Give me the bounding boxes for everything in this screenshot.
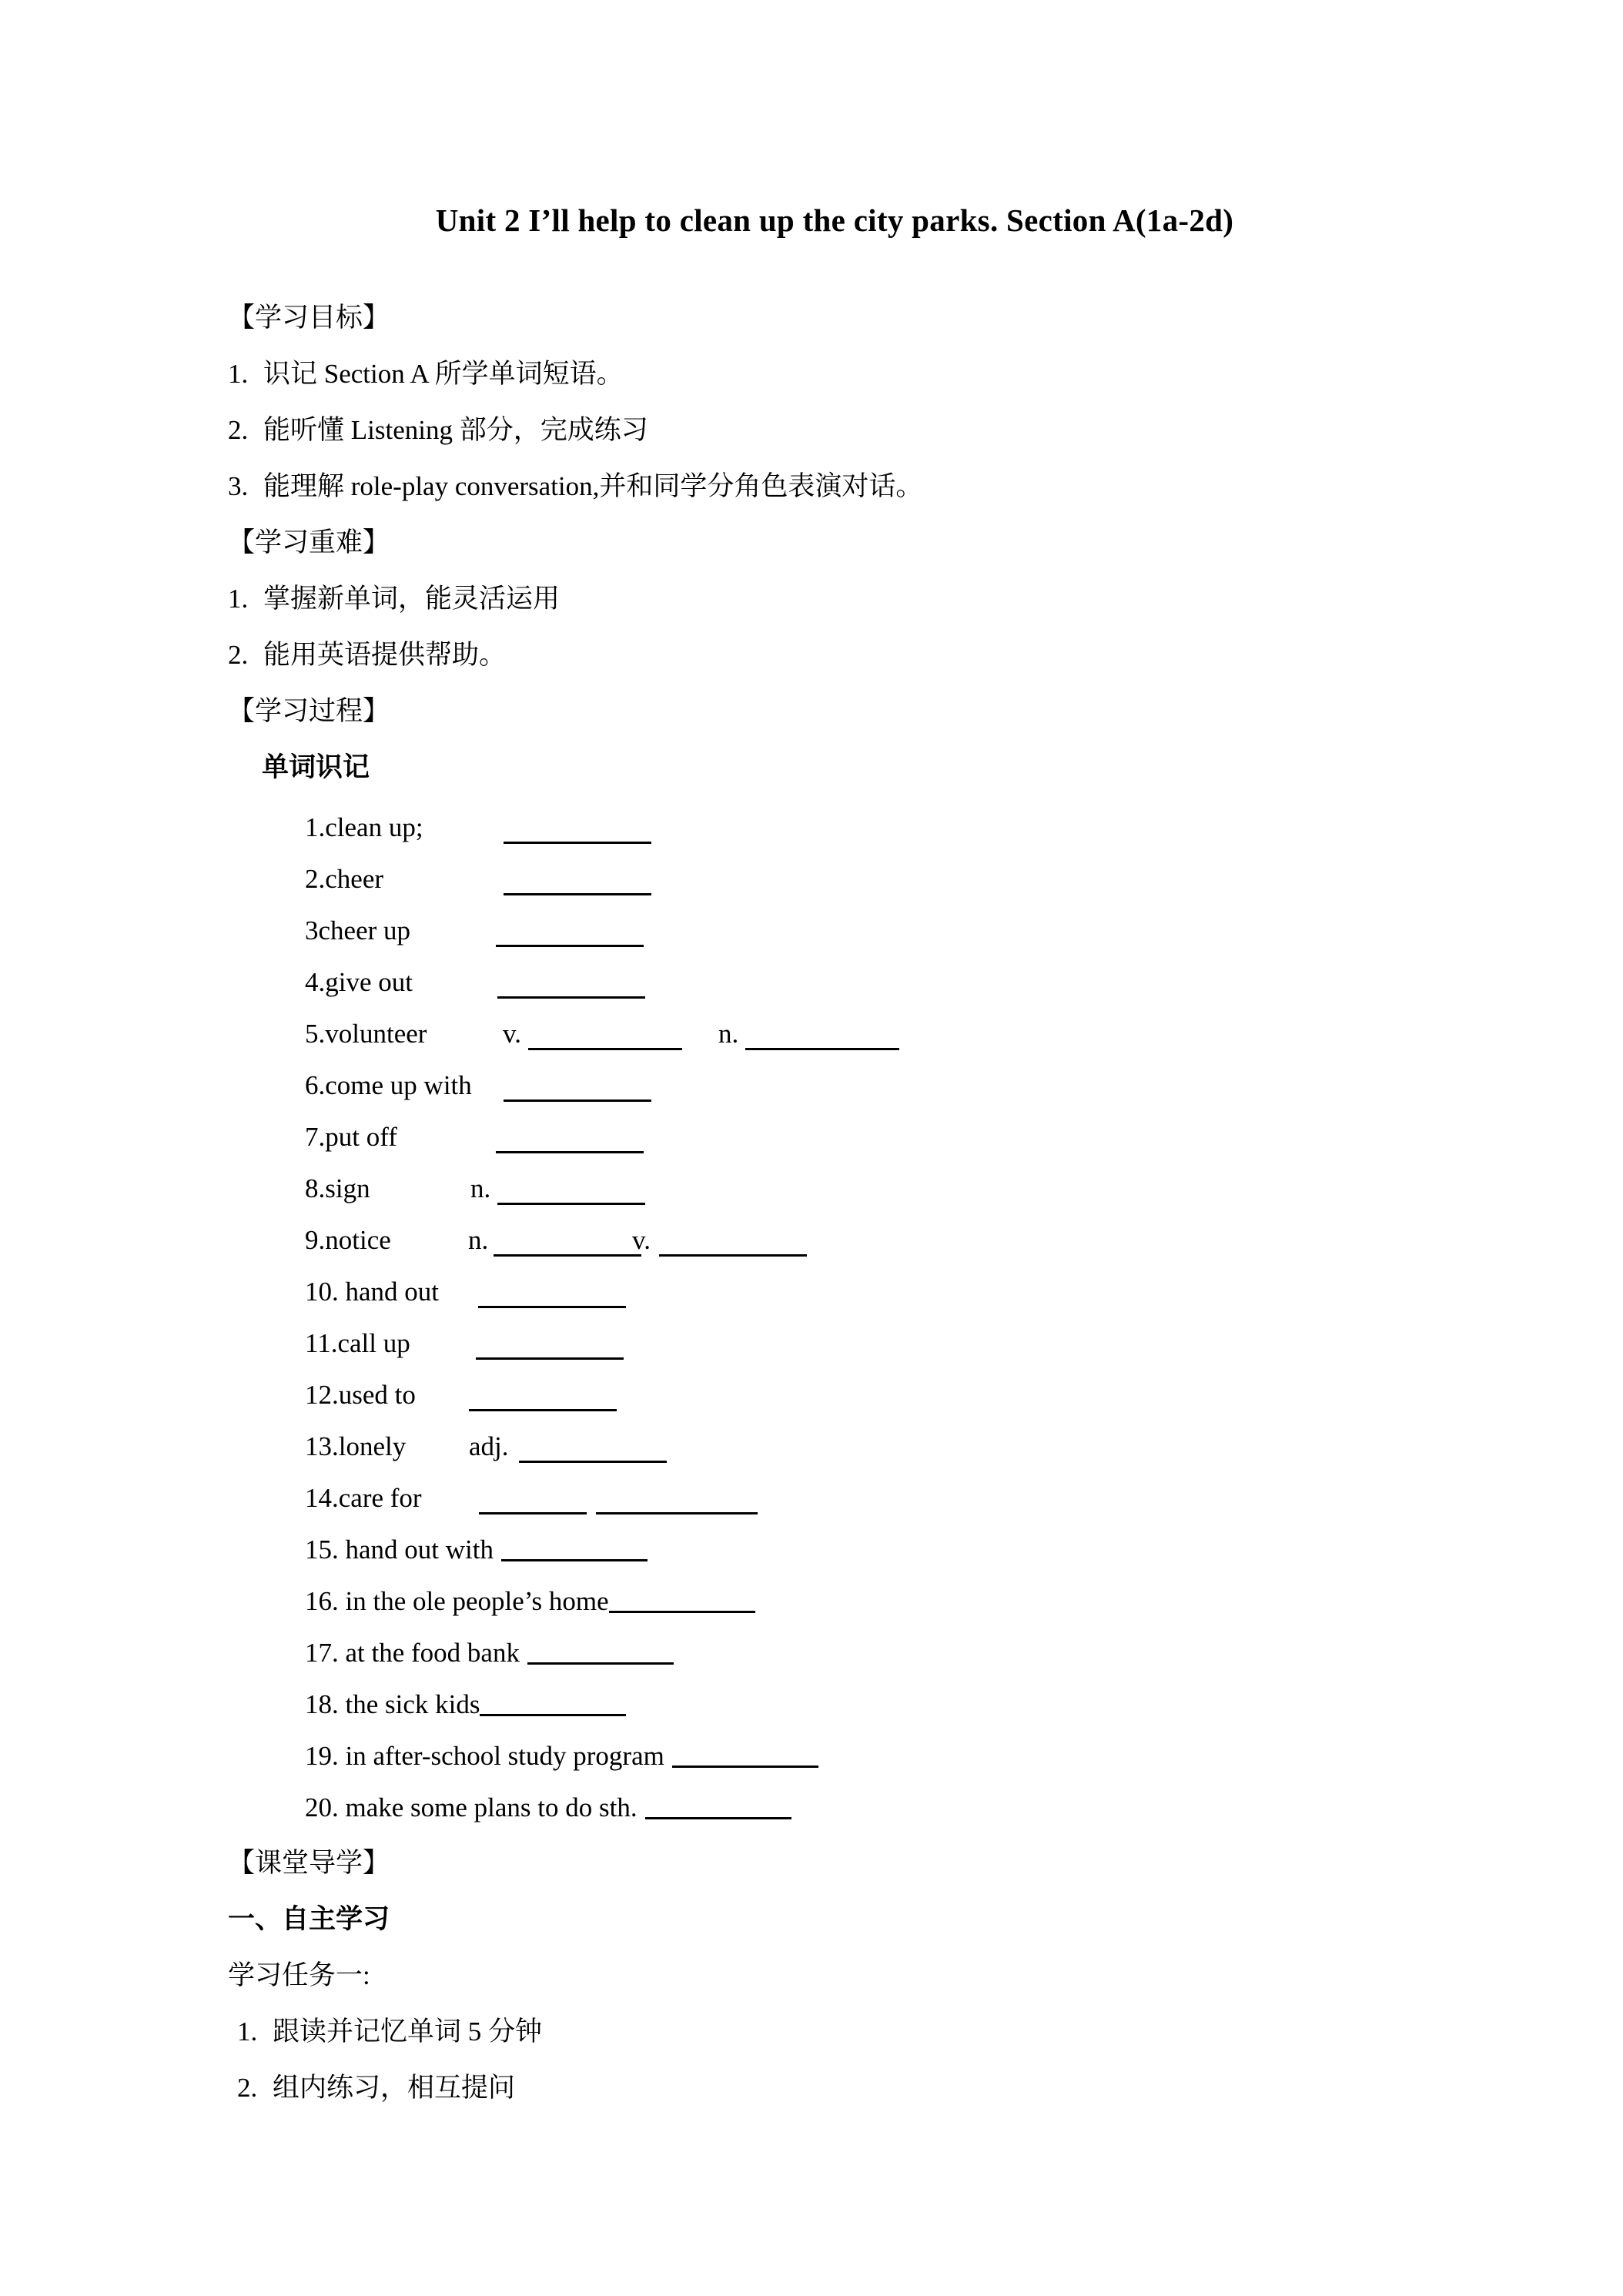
- task-item: [228, 2060, 1623, 2116]
- part-of-speech-label: n.: [718, 1019, 739, 1049]
- task-text: 组内练习，相互提问: [273, 2073, 516, 2103]
- vocab-term: 16. in the ole people’s home: [305, 1586, 609, 1616]
- vocab-term: 18. the sick kids: [305, 1689, 480, 1719]
- learning-process-section: [0, 683, 1623, 1833]
- vocab-term: 10. hand out: [305, 1277, 440, 1307]
- answer-blank[interactable]: [504, 1099, 651, 1102]
- key-points-section: [0, 514, 1623, 683]
- vocab-term: 20. make some plans to do sth.: [305, 1792, 637, 1822]
- vocab-row: [305, 1678, 1531, 1730]
- guided-study-heading: 【课堂导学】: [228, 1848, 390, 1878]
- vocab-row: [305, 905, 1531, 956]
- vocab-term: 13.lonely: [305, 1431, 407, 1461]
- answer-blank[interactable]: [527, 1642, 674, 1665]
- vocab-term: 2.cheer: [305, 864, 384, 894]
- key-point-item: [228, 627, 1531, 683]
- key-point-text: 掌握新单词，能灵活运用: [263, 584, 561, 614]
- vocab-row: [305, 1524, 1531, 1575]
- vocab-row: [305, 1782, 1531, 1833]
- vocab-row: [305, 1266, 1531, 1317]
- answer-blank[interactable]: [497, 996, 645, 999]
- vocab-row: [305, 956, 1531, 1008]
- vocab-term: 7.put off: [305, 1122, 397, 1152]
- vocab-term: 4.give out: [305, 967, 413, 997]
- vocab-term: 8.sign: [305, 1173, 370, 1203]
- objective-item: [228, 402, 1531, 458]
- part-of-speech-label: adj.: [469, 1431, 509, 1461]
- vocab-term: 17. at the food bank: [305, 1638, 520, 1668]
- answer-blank[interactable]: [478, 1306, 626, 1308]
- part-of-speech-label: v.: [503, 1019, 521, 1049]
- objective-item: [228, 458, 1531, 514]
- answer-blank[interactable]: [480, 1694, 626, 1716]
- task-text: 跟读并记忆单词 5 分钟: [273, 2017, 543, 2047]
- answer-blank[interactable]: [497, 1203, 645, 1205]
- answer-blank[interactable]: [672, 1745, 818, 1768]
- vocab-row: [305, 1472, 1531, 1524]
- task-index: 2.: [237, 2073, 258, 2103]
- learning-objectives-section: [0, 290, 1623, 514]
- section-one-heading: 一、自主学习: [228, 1904, 390, 1934]
- vocab-row: [305, 1059, 1531, 1111]
- task-label: 学习任务一:: [228, 1960, 370, 1990]
- key-point-index: 1.: [228, 584, 249, 614]
- vocab-row: [305, 1369, 1531, 1421]
- answer-blank[interactable]: [504, 893, 651, 895]
- task-item: [228, 2003, 1623, 2060]
- objective-item: [228, 346, 1531, 402]
- vocab-term: 6.come up with: [305, 1070, 472, 1100]
- vocab-row: [305, 802, 1531, 853]
- part-of-speech-label: v.: [632, 1225, 651, 1255]
- objective-text: 能理解 role-play conversation,并和同学分角色表演对话。: [263, 471, 923, 501]
- answer-blank[interactable]: [496, 1151, 644, 1153]
- objectives-heading: 【学习目标】: [228, 303, 390, 333]
- vocab-row: [305, 1317, 1531, 1369]
- vocab-row: [305, 1627, 1531, 1678]
- vocab-term: 14.care for: [305, 1483, 422, 1513]
- task-index: 1.: [237, 2017, 258, 2047]
- vocab-term: 19. in after-school study program: [305, 1741, 664, 1771]
- objective-index: 3.: [228, 471, 249, 501]
- process-heading: 【学习过程】: [228, 696, 390, 726]
- vocabulary-heading: 单词识记: [262, 752, 370, 782]
- objective-text: 识记 Section A 所学单词短语。: [263, 359, 624, 389]
- answer-blank[interactable]: [476, 1357, 624, 1360]
- vocab-term: 15. hand out with: [305, 1535, 494, 1565]
- answer-blank[interactable]: [659, 1254, 807, 1257]
- key-point-text: 能用英语提供帮助。: [263, 640, 507, 670]
- vocab-term: 9.notice: [305, 1225, 391, 1255]
- guided-study-section: [0, 1835, 1623, 2116]
- key-point-index: 2.: [228, 640, 249, 670]
- objective-index: 2.: [228, 415, 249, 445]
- answer-blank[interactable]: [645, 1797, 791, 1819]
- vocab-row: [305, 1008, 1531, 1059]
- vocab-row: [305, 1730, 1531, 1782]
- page-title: Unit 2 I’ll help to clean up the city parks. Section A(1a-2d): [435, 202, 1234, 238]
- vocab-row: [305, 1214, 1531, 1266]
- objective-index: 1.: [228, 359, 249, 389]
- vocab-row: [305, 1163, 1531, 1214]
- answer-blank[interactable]: [504, 842, 651, 844]
- vocab-term: 5.volunteer: [305, 1019, 427, 1049]
- answer-blank[interactable]: [596, 1512, 758, 1514]
- answer-blank[interactable]: [745, 1048, 899, 1050]
- answer-blank[interactable]: [479, 1512, 587, 1514]
- answer-blank[interactable]: [501, 1539, 648, 1561]
- objective-text: 能听懂 Listening 部分，完成练习: [263, 415, 648, 445]
- key-points-heading: 【学习重难】: [228, 527, 390, 557]
- answer-blank[interactable]: [494, 1254, 641, 1257]
- vocab-term: 11.call up: [305, 1328, 410, 1358]
- key-point-item: [228, 571, 1531, 627]
- vocab-term: 12.used to: [305, 1380, 416, 1410]
- vocab-row: [305, 1111, 1531, 1163]
- answer-blank[interactable]: [469, 1409, 617, 1411]
- answer-blank[interactable]: [609, 1591, 755, 1613]
- vocab-term: 3cheer up: [305, 915, 411, 946]
- vocab-row: [305, 853, 1531, 905]
- answer-blank[interactable]: [528, 1048, 682, 1050]
- answer-blank[interactable]: [496, 945, 644, 947]
- vocabulary-list: [228, 802, 1531, 1833]
- vocab-term: 1.clean up;: [305, 812, 423, 842]
- vocab-row: [305, 1421, 1531, 1472]
- answer-blank[interactable]: [519, 1461, 667, 1463]
- part-of-speech-label: n.: [468, 1225, 489, 1255]
- part-of-speech-label: n.: [470, 1173, 491, 1203]
- vocab-row: [305, 1575, 1531, 1627]
